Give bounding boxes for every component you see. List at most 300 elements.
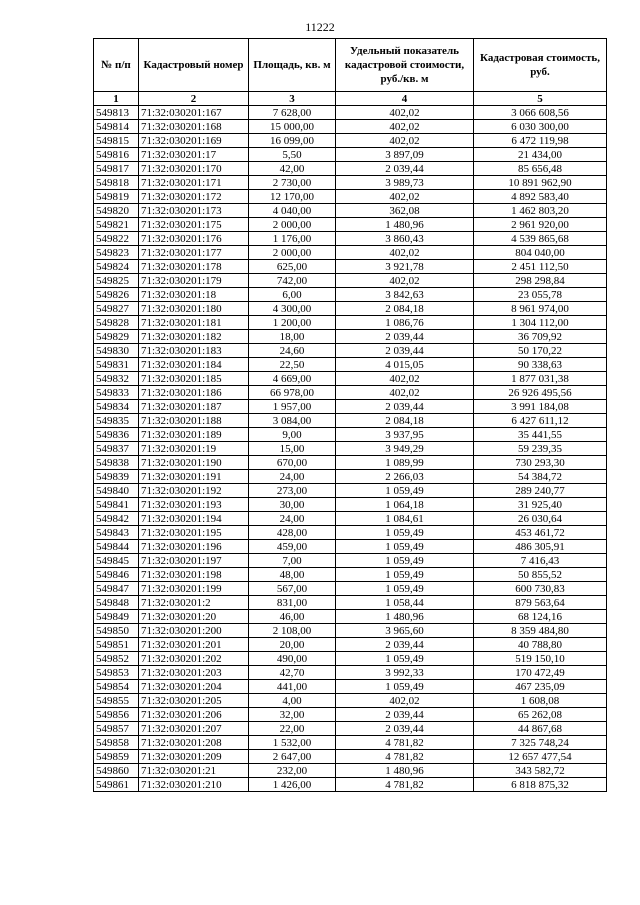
- row-number-cell: 549815: [94, 134, 139, 148]
- specific-value-cell: 3 949,29: [336, 442, 474, 456]
- area-cell: 32,00: [249, 708, 336, 722]
- cadastral-cost-cell: 4 539 865,68: [474, 232, 607, 246]
- table-row: [94, 204, 607, 218]
- area-cell: 1 532,00: [249, 736, 336, 750]
- area-cell: 7,00: [249, 554, 336, 568]
- area-cell: 4 669,00: [249, 372, 336, 386]
- cadastral-cost-cell: 600 730,83: [474, 582, 607, 596]
- table-row: [94, 708, 607, 722]
- cadastral-cost-cell: 85 656,48: [474, 162, 607, 176]
- cadastral-number-cell: 71:32:030201:201: [139, 638, 249, 652]
- cadastral-cost-cell: 6 427 611,12: [474, 414, 607, 428]
- specific-value-cell: 402,02: [336, 694, 474, 708]
- table-row: [94, 414, 607, 428]
- cadastral-number-cell: 71:32:030201:17: [139, 148, 249, 162]
- row-number-cell: 549848: [94, 596, 139, 610]
- row-number-cell: 549835: [94, 414, 139, 428]
- specific-value-cell: 1 059,49: [336, 652, 474, 666]
- cadastral-cost-cell: 170 472,49: [474, 666, 607, 680]
- cadastral-number-cell: 71:32:030201:194: [139, 512, 249, 526]
- specific-value-cell: 1 084,61: [336, 512, 474, 526]
- cadastral-number-cell: 71:32:030201:193: [139, 498, 249, 512]
- cadastral-number-cell: 71:32:030201:171: [139, 176, 249, 190]
- area-cell: 15,00: [249, 442, 336, 456]
- row-number-cell: 549813: [94, 106, 139, 120]
- area-cell: 42,00: [249, 162, 336, 176]
- area-cell: 66 978,00: [249, 386, 336, 400]
- cadastral-number-cell: 71:32:030201:179: [139, 274, 249, 288]
- cadastral-number-cell: 71:32:030201:169: [139, 134, 249, 148]
- cadastral-cost-cell: 23 055,78: [474, 288, 607, 302]
- row-number-cell: 549819: [94, 190, 139, 204]
- specific-value-cell: 402,02: [336, 190, 474, 204]
- header-cadastral-cost: Кадастровая стоимость, руб.: [474, 39, 607, 92]
- cadastral-cost-cell: 1 608,08: [474, 694, 607, 708]
- table-row: [94, 764, 607, 778]
- cadastral-cost-cell: 1 877 031,38: [474, 372, 607, 386]
- cadastral-number-cell: 71:32:030201:191: [139, 470, 249, 484]
- specific-value-cell: 2 084,18: [336, 414, 474, 428]
- row-number-cell: 549844: [94, 540, 139, 554]
- table-row: [94, 512, 607, 526]
- cadastral-cost-cell: 7 416,43: [474, 554, 607, 568]
- table-row: [94, 120, 607, 134]
- cadastral-number-cell: 71:32:030201:195: [139, 526, 249, 540]
- row-number-cell: 549851: [94, 638, 139, 652]
- cadastral-cost-cell: 730 293,30: [474, 456, 607, 470]
- area-cell: 46,00: [249, 610, 336, 624]
- table-row: [94, 372, 607, 386]
- area-cell: 428,00: [249, 526, 336, 540]
- specific-value-cell: 1 059,49: [336, 568, 474, 582]
- row-number-cell: 549821: [94, 218, 139, 232]
- column-index-row: [94, 92, 607, 106]
- table-row: [94, 568, 607, 582]
- specific-value-cell: 1 059,49: [336, 680, 474, 694]
- cadastral-number-cell: 71:32:030201:206: [139, 708, 249, 722]
- table-row: [94, 484, 607, 498]
- row-number-cell: 549859: [94, 750, 139, 764]
- row-number-cell: 549853: [94, 666, 139, 680]
- cadastral-cost-cell: 804 040,00: [474, 246, 607, 260]
- area-cell: 441,00: [249, 680, 336, 694]
- row-number-cell: 549834: [94, 400, 139, 414]
- table-row: [94, 344, 607, 358]
- area-cell: 9,00: [249, 428, 336, 442]
- table-row: [94, 610, 607, 624]
- table-row: [94, 680, 607, 694]
- cadastral-cost-cell: 21 434,00: [474, 148, 607, 162]
- area-cell: 670,00: [249, 456, 336, 470]
- row-number-cell: 549824: [94, 260, 139, 274]
- cadastral-number-cell: 71:32:030201:173: [139, 204, 249, 218]
- specific-value-cell: 4 781,82: [336, 736, 474, 750]
- row-number-cell: 549814: [94, 120, 139, 134]
- cadastral-number-cell: 71:32:030201:204: [139, 680, 249, 694]
- cadastral-cost-cell: 65 262,08: [474, 708, 607, 722]
- cadastral-cost-cell: 879 563,64: [474, 596, 607, 610]
- cadastral-number-cell: 71:32:030201:168: [139, 120, 249, 134]
- table-row: [94, 582, 607, 596]
- cadastral-number-cell: 71:32:030201:167: [139, 106, 249, 120]
- cadastral-number-cell: 71:32:030201:198: [139, 568, 249, 582]
- area-cell: 6,00: [249, 288, 336, 302]
- specific-value-cell: 2 266,03: [336, 470, 474, 484]
- table-row: [94, 400, 607, 414]
- row-number-cell: 549850: [94, 624, 139, 638]
- header-row-number: № п/п: [94, 39, 139, 92]
- column-index: 3: [249, 92, 336, 106]
- specific-value-cell: 3 965,60: [336, 624, 474, 638]
- table-row: [94, 148, 607, 162]
- cadastral-cost-cell: 8 961 974,00: [474, 302, 607, 316]
- cadastral-number-cell: 71:32:030201:19: [139, 442, 249, 456]
- area-cell: 625,00: [249, 260, 336, 274]
- specific-value-cell: 2 039,44: [336, 708, 474, 722]
- cadastral-cost-cell: 4 892 583,40: [474, 190, 607, 204]
- cadastral-number-cell: 71:32:030201:186: [139, 386, 249, 400]
- row-number-cell: 549840: [94, 484, 139, 498]
- specific-value-cell: 2 039,44: [336, 330, 474, 344]
- area-cell: 1 200,00: [249, 316, 336, 330]
- cadastral-number-cell: 71:32:030201:20: [139, 610, 249, 624]
- cadastral-cost-cell: 50 170,22: [474, 344, 607, 358]
- cadastral-number-cell: 71:32:030201:196: [139, 540, 249, 554]
- area-cell: 273,00: [249, 484, 336, 498]
- specific-value-cell: 1 480,96: [336, 218, 474, 232]
- cadastral-cost-cell: 3 991 184,08: [474, 400, 607, 414]
- area-cell: 5,50: [249, 148, 336, 162]
- cadastral-cost-cell: 298 298,84: [474, 274, 607, 288]
- area-cell: 4 040,00: [249, 204, 336, 218]
- table-row: [94, 218, 607, 232]
- row-number-cell: 549841: [94, 498, 139, 512]
- specific-value-cell: 3 921,78: [336, 260, 474, 274]
- table-row: [94, 624, 607, 638]
- cadastral-cost-cell: 343 582,72: [474, 764, 607, 778]
- area-cell: 16 099,00: [249, 134, 336, 148]
- table-row: [94, 666, 607, 680]
- table-row: [94, 526, 607, 540]
- row-number-cell: 549823: [94, 246, 139, 260]
- table-row: [94, 498, 607, 512]
- header-specific-value: Удельный показатель кадастровой стоимости, руб./кв. м: [336, 39, 474, 92]
- cadastral-number-cell: 71:32:030201:182: [139, 330, 249, 344]
- page-number: 11222: [305, 20, 335, 34]
- row-number-cell: 549856: [94, 708, 139, 722]
- specific-value-cell: 4 781,82: [336, 778, 474, 792]
- cadastral-number-cell: 71:32:030201:187: [139, 400, 249, 414]
- row-number-cell: 549847: [94, 582, 139, 596]
- cadastral-cost-cell: 26 030,64: [474, 512, 607, 526]
- table-row: [94, 456, 607, 470]
- cadastral-cost-cell: 453 461,72: [474, 526, 607, 540]
- table-row: [94, 330, 607, 344]
- table-row: [94, 190, 607, 204]
- row-number-cell: 549816: [94, 148, 139, 162]
- specific-value-cell: 402,02: [336, 106, 474, 120]
- table-row: [94, 274, 607, 288]
- specific-value-cell: 402,02: [336, 372, 474, 386]
- table-row: [94, 722, 607, 736]
- area-cell: 567,00: [249, 582, 336, 596]
- area-cell: 831,00: [249, 596, 336, 610]
- row-number-cell: 549842: [94, 512, 139, 526]
- specific-value-cell: 2 084,18: [336, 302, 474, 316]
- cadastral-cost-cell: 289 240,77: [474, 484, 607, 498]
- cadastral-number-cell: 71:32:030201:199: [139, 582, 249, 596]
- cadastral-number-cell: 71:32:030201:177: [139, 246, 249, 260]
- table-row: [94, 386, 607, 400]
- specific-value-cell: 1 059,49: [336, 554, 474, 568]
- cadastral-cost-cell: 6 030 300,00: [474, 120, 607, 134]
- specific-value-cell: 1 089,99: [336, 456, 474, 470]
- area-cell: 22,50: [249, 358, 336, 372]
- row-number-cell: 549817: [94, 162, 139, 176]
- area-cell: 15 000,00: [249, 120, 336, 134]
- table-row: [94, 778, 607, 792]
- area-cell: 20,00: [249, 638, 336, 652]
- table-row: [94, 288, 607, 302]
- area-cell: 42,70: [249, 666, 336, 680]
- specific-value-cell: 4 781,82: [336, 750, 474, 764]
- cadastral-cost-cell: 3 066 608,56: [474, 106, 607, 120]
- specific-value-cell: 1 058,44: [336, 596, 474, 610]
- area-cell: 2 730,00: [249, 176, 336, 190]
- table-row: [94, 358, 607, 372]
- column-index: 5: [474, 92, 607, 106]
- cadastral-cost-cell: 54 384,72: [474, 470, 607, 484]
- cadastral-cost-cell: 486 305,91: [474, 540, 607, 554]
- row-number-cell: 549818: [94, 176, 139, 190]
- cadastral-cost-cell: 59 239,35: [474, 442, 607, 456]
- cadastral-number-cell: 71:32:030201:185: [139, 372, 249, 386]
- cadastral-number-cell: 71:32:030201:202: [139, 652, 249, 666]
- area-cell: 490,00: [249, 652, 336, 666]
- cadastral-cost-cell: 44 867,68: [474, 722, 607, 736]
- cadastral-table: [93, 38, 607, 792]
- cadastral-cost-cell: 1 304 112,00: [474, 316, 607, 330]
- cadastral-number-cell: 71:32:030201:2: [139, 596, 249, 610]
- specific-value-cell: 2 039,44: [336, 638, 474, 652]
- area-cell: 24,00: [249, 512, 336, 526]
- specific-value-cell: 3 842,63: [336, 288, 474, 302]
- cadastral-number-cell: 71:32:030201:181: [139, 316, 249, 330]
- table-row: [94, 176, 607, 190]
- row-number-cell: 549820: [94, 204, 139, 218]
- column-index: 1: [94, 92, 139, 106]
- area-cell: 24,00: [249, 470, 336, 484]
- table-row: [94, 162, 607, 176]
- row-number-cell: 549857: [94, 722, 139, 736]
- area-cell: 22,00: [249, 722, 336, 736]
- row-number-cell: 549861: [94, 778, 139, 792]
- cadastral-number-cell: 71:32:030201:175: [139, 218, 249, 232]
- area-cell: 459,00: [249, 540, 336, 554]
- area-cell: 2 000,00: [249, 218, 336, 232]
- cadastral-number-cell: 71:32:030201:184: [139, 358, 249, 372]
- specific-value-cell: 402,02: [336, 246, 474, 260]
- specific-value-cell: 1 086,76: [336, 316, 474, 330]
- cadastral-number-cell: 71:32:030201:205: [139, 694, 249, 708]
- row-number-cell: 549845: [94, 554, 139, 568]
- area-cell: 18,00: [249, 330, 336, 344]
- cadastral-number-cell: 71:32:030201:209: [139, 750, 249, 764]
- cadastral-number-cell: 71:32:030201:208: [139, 736, 249, 750]
- specific-value-cell: 2 039,44: [336, 722, 474, 736]
- cadastral-number-cell: 71:32:030201:180: [139, 302, 249, 316]
- row-number-cell: 549860: [94, 764, 139, 778]
- header-area: Площадь, кв. м: [249, 39, 336, 92]
- cadastral-number-cell: 71:32:030201:200: [139, 624, 249, 638]
- cadastral-cost-cell: 40 788,80: [474, 638, 607, 652]
- specific-value-cell: 402,02: [336, 134, 474, 148]
- specific-value-cell: 3 989,73: [336, 176, 474, 190]
- cadastral-number-cell: 71:32:030201:192: [139, 484, 249, 498]
- area-cell: 2 647,00: [249, 750, 336, 764]
- specific-value-cell: 3 937,95: [336, 428, 474, 442]
- cadastral-cost-cell: 519 150,10: [474, 652, 607, 666]
- area-cell: 742,00: [249, 274, 336, 288]
- row-number-cell: 549827: [94, 302, 139, 316]
- row-number-cell: 549830: [94, 344, 139, 358]
- specific-value-cell: 1 480,96: [336, 610, 474, 624]
- specific-value-cell: 1 059,49: [336, 484, 474, 498]
- cadastral-cost-cell: 2 961 920,00: [474, 218, 607, 232]
- area-cell: 2 000,00: [249, 246, 336, 260]
- cadastral-number-cell: 71:32:030201:210: [139, 778, 249, 792]
- row-number-cell: 549836: [94, 428, 139, 442]
- specific-value-cell: 3 897,09: [336, 148, 474, 162]
- cadastral-cost-cell: 35 441,55: [474, 428, 607, 442]
- row-number-cell: 549822: [94, 232, 139, 246]
- area-cell: 48,00: [249, 568, 336, 582]
- area-cell: 4 300,00: [249, 302, 336, 316]
- specific-value-cell: 1 059,49: [336, 540, 474, 554]
- row-number-cell: 549825: [94, 274, 139, 288]
- cadastral-cost-cell: 2 451 112,50: [474, 260, 607, 274]
- cadastral-cost-cell: 8 359 484,80: [474, 624, 607, 638]
- table-row: [94, 652, 607, 666]
- table-row: [94, 554, 607, 568]
- row-number-cell: 549829: [94, 330, 139, 344]
- specific-value-cell: 1 480,96: [336, 764, 474, 778]
- specific-value-cell: 2 039,44: [336, 400, 474, 414]
- table-row: [94, 736, 607, 750]
- area-cell: 1 176,00: [249, 232, 336, 246]
- cadastral-number-cell: 71:32:030201:190: [139, 456, 249, 470]
- row-number-cell: 549843: [94, 526, 139, 540]
- cadastral-number-cell: 71:32:030201:203: [139, 666, 249, 680]
- specific-value-cell: 2 039,44: [336, 344, 474, 358]
- header-cadastral-number: Кадастровый номер: [139, 39, 249, 92]
- cadastral-number-cell: 71:32:030201:188: [139, 414, 249, 428]
- table-row: [94, 232, 607, 246]
- table-row: [94, 638, 607, 652]
- specific-value-cell: 1 064,18: [336, 498, 474, 512]
- cadastral-cost-cell: 31 925,40: [474, 498, 607, 512]
- table-row: [94, 246, 607, 260]
- table-row: [94, 750, 607, 764]
- cadastral-cost-cell: 6 472 119,98: [474, 134, 607, 148]
- cadastral-number-cell: 71:32:030201:197: [139, 554, 249, 568]
- cadastral-cost-cell: 467 235,09: [474, 680, 607, 694]
- cadastral-number-cell: 71:32:030201:18: [139, 288, 249, 302]
- table-row: [94, 596, 607, 610]
- row-number-cell: 549833: [94, 386, 139, 400]
- cadastral-cost-cell: 10 891 962,90: [474, 176, 607, 190]
- table-row: [94, 316, 607, 330]
- column-index: 4: [336, 92, 474, 106]
- table-row: [94, 134, 607, 148]
- row-number-cell: 549849: [94, 610, 139, 624]
- cadastral-number-cell: 71:32:030201:176: [139, 232, 249, 246]
- table-row: [94, 260, 607, 274]
- cadastral-cost-cell: 50 855,52: [474, 568, 607, 582]
- area-cell: 1 957,00: [249, 400, 336, 414]
- cadastral-cost-cell: 12 657 477,54: [474, 750, 607, 764]
- table-row: [94, 540, 607, 554]
- column-index: 2: [139, 92, 249, 106]
- row-number-cell: 549832: [94, 372, 139, 386]
- specific-value-cell: 1 059,49: [336, 582, 474, 596]
- cadastral-number-cell: 71:32:030201:178: [139, 260, 249, 274]
- row-number-cell: 549858: [94, 736, 139, 750]
- area-cell: 24,60: [249, 344, 336, 358]
- row-number-cell: 549854: [94, 680, 139, 694]
- header-row: [94, 39, 607, 92]
- table-row: [94, 106, 607, 120]
- specific-value-cell: 402,02: [336, 386, 474, 400]
- cadastral-cost-cell: 26 926 495,56: [474, 386, 607, 400]
- specific-value-cell: 3 860,43: [336, 232, 474, 246]
- cadastral-cost-cell: 1 462 803,20: [474, 204, 607, 218]
- cadastral-number-cell: 71:32:030201:183: [139, 344, 249, 358]
- row-number-cell: 549837: [94, 442, 139, 456]
- area-cell: 12 170,00: [249, 190, 336, 204]
- table-row: [94, 428, 607, 442]
- cadastral-number-cell: 71:32:030201:21: [139, 764, 249, 778]
- specific-value-cell: 402,02: [336, 274, 474, 288]
- cadastral-number-cell: 71:32:030201:172: [139, 190, 249, 204]
- area-cell: 2 108,00: [249, 624, 336, 638]
- area-cell: 1 426,00: [249, 778, 336, 792]
- cadastral-cost-cell: 6 818 875,32: [474, 778, 607, 792]
- area-cell: 4,00: [249, 694, 336, 708]
- area-cell: 232,00: [249, 764, 336, 778]
- row-number-cell: 549826: [94, 288, 139, 302]
- specific-value-cell: 3 992,33: [336, 666, 474, 680]
- cadastral-number-cell: 71:32:030201:189: [139, 428, 249, 442]
- cadastral-cost-cell: 90 338,63: [474, 358, 607, 372]
- table-row: [94, 470, 607, 484]
- cadastral-number-cell: 71:32:030201:170: [139, 162, 249, 176]
- specific-value-cell: 362,08: [336, 204, 474, 218]
- row-number-cell: 549831: [94, 358, 139, 372]
- specific-value-cell: 402,02: [336, 120, 474, 134]
- cadastral-cost-cell: 68 124,16: [474, 610, 607, 624]
- row-number-cell: 549839: [94, 470, 139, 484]
- table-row: [94, 442, 607, 456]
- area-cell: 7 628,00: [249, 106, 336, 120]
- table-row: [94, 302, 607, 316]
- cadastral-cost-cell: 36 709,92: [474, 330, 607, 344]
- cadastral-number-cell: 71:32:030201:207: [139, 722, 249, 736]
- area-cell: 3 084,00: [249, 414, 336, 428]
- specific-value-cell: 2 039,44: [336, 162, 474, 176]
- row-number-cell: 549855: [94, 694, 139, 708]
- row-number-cell: 549828: [94, 316, 139, 330]
